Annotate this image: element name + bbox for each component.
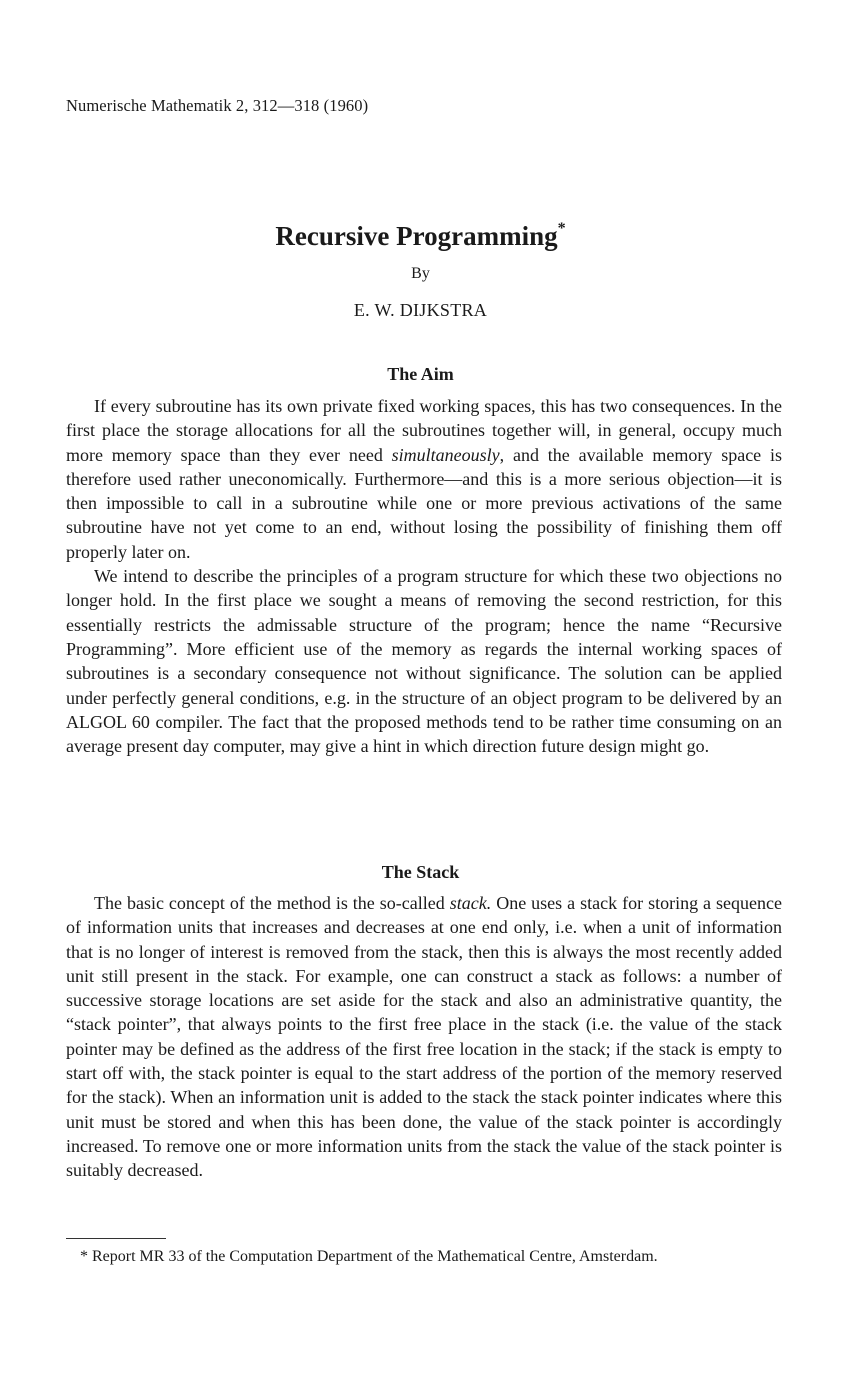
byline-by: By	[411, 265, 430, 282]
paragraph-text: The basic concept of the method is the so-called	[94, 893, 450, 913]
section-heading-aim: The Aim	[387, 364, 454, 384]
section-heading-stack: The Stack	[381, 862, 460, 882]
emphasis-text: stack.	[449, 893, 492, 913]
footnote-text: Report MR 33 of the Computation Department of the Mathematical Centre, Amsterdam.	[88, 1248, 658, 1265]
paragraph-text: If every subroutine has its own private fixed working spaces, this has two consequences. In the first place the storage allocations for all the subroutines together will, in general, occupy much more memory space than they ever need	[66, 396, 782, 465]
paragraph-text: One uses a stack for storing a sequence of information units that increases and decreases at one end only, i.e. when a unit of information that is no longer of interest is removed from the stack, then this is always the most recently added unit still present in the stack. For example, one can construct a stack as follows: a number of successive storage locations are set aside for the stack and also an administrative quantity, the “stack pointer”, that always points to the first free place in the stack (i.e. the value of the stack pointer may be defined as the address of the first free location in the stack; if the stack is empty to start off with, the stack pointer is equal to the start address of the portion of the memory reserved for the stack). When an information unit is added to the stack the stack pointer indicates where this unit must be stored and when this has been done, the value of the stack pointer is accordingly increased. To remove one or more information units from the stack the value of the stack pointer is suitably decreased.	[66, 893, 782, 1181]
paragraph-stack-1	[66, 891, 782, 1183]
paragraph-text: , and the available memory space is therefore used rather uneconomically. Furthermore—and this is a more serious objection—it is then impossible to call in a subroutine while one or more previous activations of the same subroutine have not yet come to an end, without losing the possibility of finishing them off properly later on.	[66, 444, 783, 562]
footnote-mark: *	[80, 1248, 88, 1265]
section-body-aim	[66, 394, 782, 758]
title-footnote-mark: *	[557, 220, 566, 237]
section-body-stack	[66, 891, 782, 1183]
title-text: Recursive Programming	[275, 221, 558, 251]
paper-title	[0, 220, 841, 252]
paragraph-aim-1	[66, 394, 782, 564]
paragraph-aim-2: We intend to describe the principles of a program structure for which these two objections no longer hold. In the first place we sought a means of removing the second restriction, for this essentially restricts the admissable structure of the program; hence the name “Recursive Programming”. More efficient use of the memory as regards the internal working spaces of subroutines is a secondary consequence not without significance. The solution can be applied under perfectly general conditions, e.g. in the structure of an object program to be delivered by an ALGOL 60 compiler. The fact that the proposed methods tend to be rather time consuming on an average present day computer, may give a hint in which direction future design might go.	[66, 566, 782, 757]
footnote-rule	[66, 1238, 166, 1239]
running-head: Numerische Mathematik 2, 312—318 (1960)	[66, 96, 369, 115]
author-name: E. W. DIJKSTRA	[353, 300, 488, 320]
footnote	[66, 1246, 782, 1269]
emphasis-text: simultaneously	[391, 444, 500, 465]
